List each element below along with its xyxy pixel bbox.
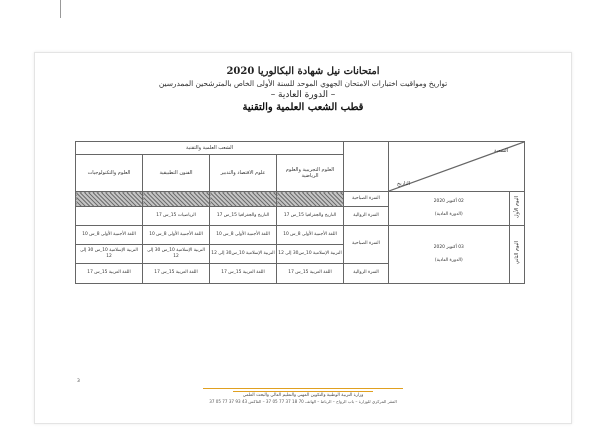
schedule-cell: التربية الإسلامية 10_س30 إلى 12 [277,245,344,264]
day2-morning-label: الفترة الصباحية [344,226,389,264]
branch-header: العلوم والتكنولوجيات [76,155,143,192]
track-heading: قطب الشعب العلمية والتقنية [242,102,364,113]
schedule-cell: اللغة الأجنبية الأولى 8_س 10 [277,226,344,245]
branch-header: العلوم التجريبية والعلوم الرياضية [277,155,344,192]
schedule-cell: اللغة الأجنبية الأولى 8_س 10 [143,226,210,245]
document-title: امتحانات نيل شهادة البكالوريا 2020 [226,66,380,77]
day1-label-cell [509,192,524,226]
hatched-cell [210,192,277,207]
day1-morning-label: الفترة الصباحية [344,192,389,207]
day1-date-cell [389,192,510,226]
schedule-cell: اللغة الأجنبية الأولى 8_س 10 [210,226,277,245]
corner-date-label: التاريخ [397,180,410,187]
hatched-cell [76,192,143,207]
group-header: الشعب العلمية والتقنية [76,142,344,155]
schedule-cell [76,207,143,226]
schedule-cell: الرياضيات 15_س 17 [143,207,210,226]
document-footer [35,387,571,405]
hatched-cell [143,192,210,207]
schedule-cell: اللغة العربية 15_س 17 [277,264,344,284]
schedule-cell: التربية الإسلامية 10_س 30 إلى 12 [76,245,143,264]
schedule-cell: اللغة العربية 15_س 17 [210,264,277,284]
day1-session-note: (الدورة العادية) [434,211,463,217]
day2-date-cell [389,226,510,284]
page-number: 3 [77,379,80,384]
day1-afternoon-label: الفترة الزوالية [344,207,389,226]
branch-header: علوم الاقتصاد والتدبير [210,155,277,192]
schedule-cell: التاريخ والجغرافيا 15_س 17 [277,207,344,226]
session-line: – الدورة العادية – [270,90,336,100]
document-header [35,65,571,115]
schedule-table [75,141,525,284]
day2-label: اليوم الثاني [513,241,520,265]
footer-ministry: وزارة التربية الوطنية والتكوين المهني والتعليم العالي والبحث العلمي [242,393,364,398]
schedule-cell: التربية الإسلامية 10_س 30 إلى 12 [143,245,210,264]
day2-date: 03 أكتوبر 2020 [433,245,464,251]
top-edge-line [60,0,61,18]
schedule-cell: اللغة العربية 15_س 17 [76,264,143,284]
schedule-cell: التربية الإسلامية 10_س30 إلى 12 [210,245,277,264]
document-page [34,52,572,424]
footer-rule [203,387,403,393]
document-subtitle: تواريخ ومواقيت اختبارات الامتحان الجهوي الموحد للسنة الأولى الخاص بالمترشحين الممدرسين [158,79,448,88]
corner-branch-label: الشعبة [494,148,508,154]
day1-label: اليوم الأول [513,195,520,218]
day2-afternoon-label: الفترة الزوالية [344,264,389,284]
schedule-cell: التاريخ والجغرافيا 15_س 17 [210,207,277,226]
footer-address: المقر المركزي للوزارة – باب الرواح – الرباط – الهاتف 70 18 37 77 05 37 – الفاكس 43 93 37 77 05 37 [209,399,397,404]
day2-label-cell [509,226,524,284]
day1-date: 02 أكتوبر 2020 [433,199,464,205]
corner-cell [389,142,525,192]
period-header-blank [344,142,389,192]
day2-session-note: (الدورة العادية) [434,257,463,263]
branch-header: الفنون التطبيقية [143,155,210,192]
schedule-cell: اللغة الأجنبية الأولى 8_س 10 [76,226,143,245]
schedule-cell: اللغة العربية 15_س 17 [143,264,210,284]
hatched-cell [277,192,344,207]
